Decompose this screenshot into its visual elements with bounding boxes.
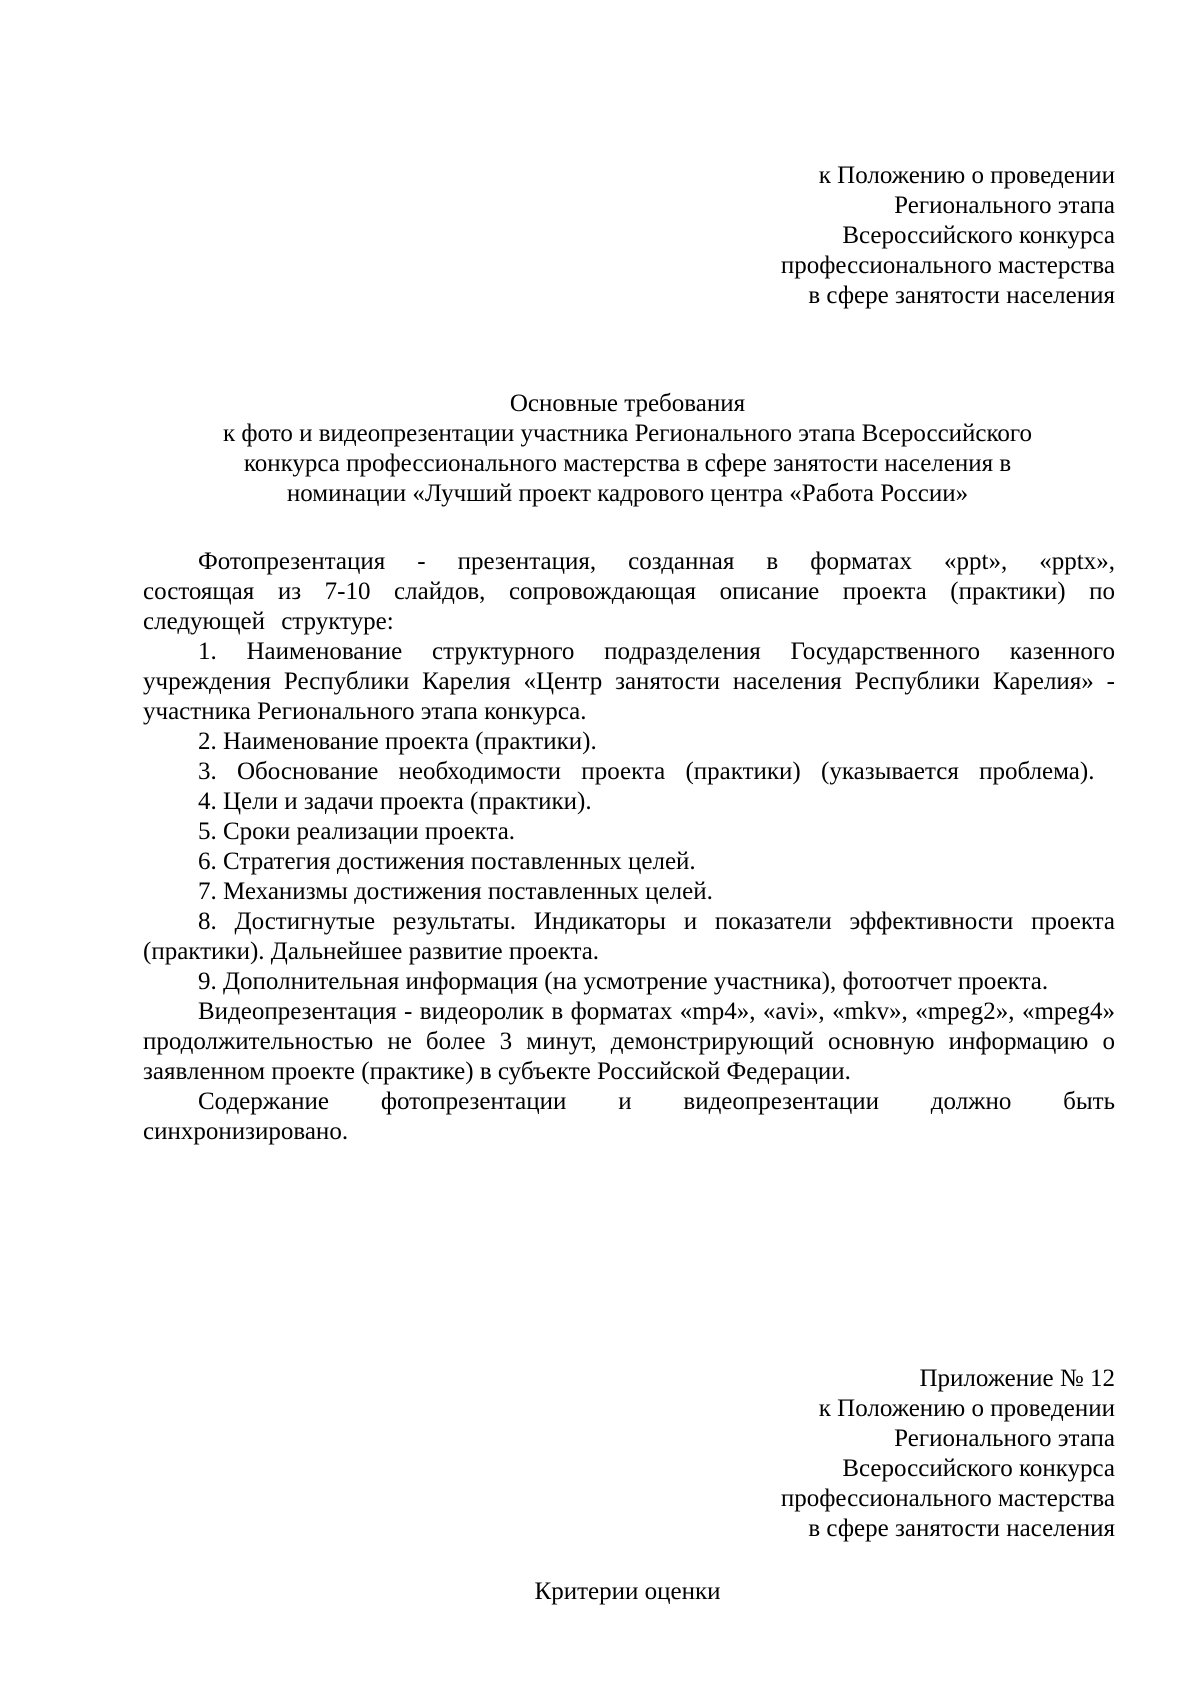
document-body — [143, 547, 1115, 1147]
video-paragraph: Видеопрезентация - видеоролик в форматах «mp4», «avi», «mkv», «mpeg2», «mpeg4» продолжительностью не более 3 минут, демонстрирующий основную информацию о заявленном проекте (практике) в субъекте Российской Федерации. — [143, 998, 1115, 1085]
criteria-heading: Критерии оценки — [534, 1578, 721, 1605]
header-line: к Положению о проведении — [818, 1395, 1115, 1422]
sync-paragraph: Содержание фотопрезентации и видеопрезентации должно быть синхронизировано. — [143, 1088, 1115, 1145]
list-item: 4. Цели и задачи проекта (практики). — [198, 788, 592, 815]
title-line: Основные требования — [509, 390, 746, 417]
title-line: номинации «Лучший проект кадрового центра «Работа России» — [286, 480, 969, 507]
appendix-header-top — [781, 161, 1115, 311]
header-line: Регионального этапа — [894, 192, 1115, 219]
list-item: 2. Наименование проекта (практики). — [198, 728, 597, 755]
intro-paragraph: Фотопрезентация - презентация, созданная в форматах «ppt», «pptx», состоящая из 7-10 слайдов, сопровождающая описание проекта (практики) по следующей структуре: — [143, 548, 1115, 635]
header-line: Всероссийского конкурса — [842, 1455, 1115, 1482]
title-line: к фото и видеопрезентации участника Регионального этапа Всероссийского — [222, 420, 1033, 447]
header-line: в сфере занятости населения — [808, 1515, 1115, 1542]
appendix-header-bottom — [781, 1364, 1115, 1544]
list-item: 1. Наименование структурного подразделения Государственного казенного учреждения Республики Карелия «Центр занятости населения Республики Карелия» - участника Регионального этапа конкурса. — [143, 638, 1115, 725]
header-line: Всероссийского конкурса — [842, 222, 1115, 249]
list-item: 9. Дополнительная информация (на усмотрение участника), фотоотчет проекта. — [198, 968, 1049, 995]
title-line: конкурса профессионального мастерства в сфере занятости населения в — [243, 450, 1012, 477]
list-item: 7. Механизмы достижения поставленных целей. — [198, 878, 713, 905]
document-title — [140, 389, 1115, 509]
header-line: Регионального этапа — [894, 1425, 1115, 1452]
header-line: профессионального мастерства — [780, 252, 1115, 279]
header-line: Приложение № 12 — [919, 1365, 1115, 1392]
list-item: 8. Достигнутые результаты. Индикаторы и показатели эффективности проекта (практики). Дальнейшее развитие проекта. — [143, 908, 1115, 965]
header-line: профессионального мастерства — [780, 1485, 1115, 1512]
header-line: в сфере занятости населения — [808, 282, 1115, 309]
list-item: 6. Стратегия достижения поставленных целей. — [198, 848, 696, 875]
list-item: 3. Обоснование необходимости проекта (практики) (указывается проблема). — [198, 758, 1095, 785]
header-line: к Положению о проведении — [818, 162, 1115, 189]
list-item: 5. Сроки реализации проекта. — [198, 818, 516, 845]
